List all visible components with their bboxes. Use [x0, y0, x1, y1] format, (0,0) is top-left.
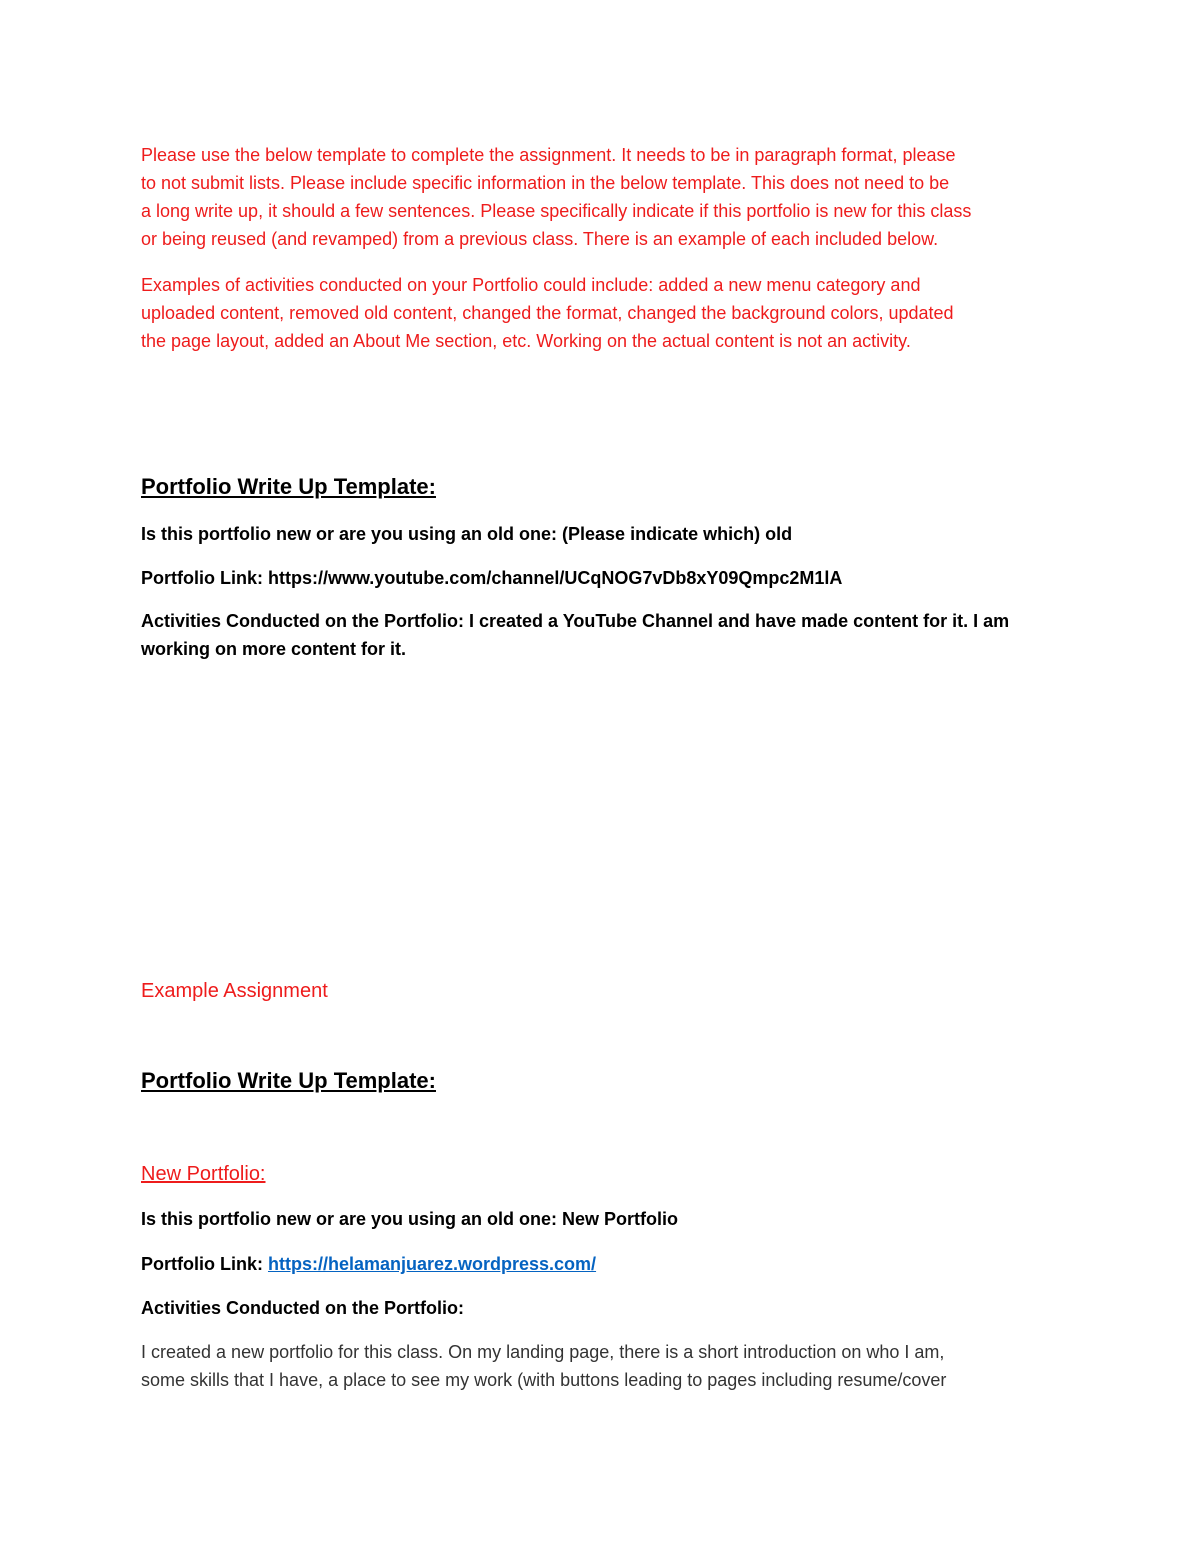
instructions-p1-line-3: a long write up, it should a few sentences. Please specifically indicate if this portfolio is new for this class	[141, 201, 972, 221]
example-portfolio-link-row	[141, 1250, 1061, 1278]
template-new-or-old: Is this portfolio new or are you using an old one: (Please indicate which) old	[141, 524, 793, 544]
example-activities-body	[141, 1338, 1061, 1394]
template-activities-line-1: Activities Conducted on the Portfolio: I created a YouTube Channel and have made content for it. I am	[141, 611, 1010, 631]
template-activities-line-2: working on more content for it.	[141, 639, 406, 659]
instructions-p1-line-2: to not submit lists. Please include specific information in the below template. This does not need to be	[141, 173, 950, 193]
template-portfolio-link: Portfolio Link: https://www.youtube.com/channel/UCqNOG7vDb8xY09Qmpc2M1lA	[141, 568, 843, 588]
example-activities-label: Activities Conducted on the Portfolio:	[141, 1298, 464, 1318]
instructions-p1-line-4: or being reused (and revamped) from a previous class. There is an example of each included below.	[141, 229, 939, 249]
example-assignment-label: Example Assignment	[141, 980, 328, 1002]
example-new-or-old: Is this portfolio new or are you using an old one: New Portfolio	[141, 1209, 679, 1229]
example-portfolio-link[interactable]: https://helamanjuarez.wordpress.com/	[267, 1254, 597, 1274]
instructions-p2-line-3: the page layout, added an About Me section, etc. Working on the actual content is not an activity.	[141, 331, 911, 351]
instructions-p1-line-1: Please use the below template to complete the assignment. It needs to be in paragraph format, please	[141, 145, 956, 165]
template-heading: Portfolio Write Up Template:	[141, 474, 436, 499]
example-template-heading: Portfolio Write Up Template:	[141, 1068, 436, 1093]
template-activities	[141, 607, 1061, 663]
example-portfolio-link-label: Portfolio Link:	[141, 1254, 268, 1274]
example-body-line-2: some skills that I have, a place to see my work (with buttons leading to pages including resume/cover	[141, 1370, 947, 1390]
instructions-p2-line-2: uploaded content, removed old content, changed the format, changed the background colors, updated	[141, 303, 954, 323]
example-new-portfolio-heading: New Portfolio:	[141, 1163, 266, 1185]
instructions-paragraph-1	[141, 141, 1061, 253]
example-body-line-1: I created a new portfolio for this class. On my landing page, there is a short introduction on who I am,	[141, 1342, 945, 1362]
instructions-paragraph-2	[141, 271, 1061, 355]
instructions-p2-line-1: Examples of activities conducted on your Portfolio could include: added a new menu category and	[141, 275, 921, 295]
